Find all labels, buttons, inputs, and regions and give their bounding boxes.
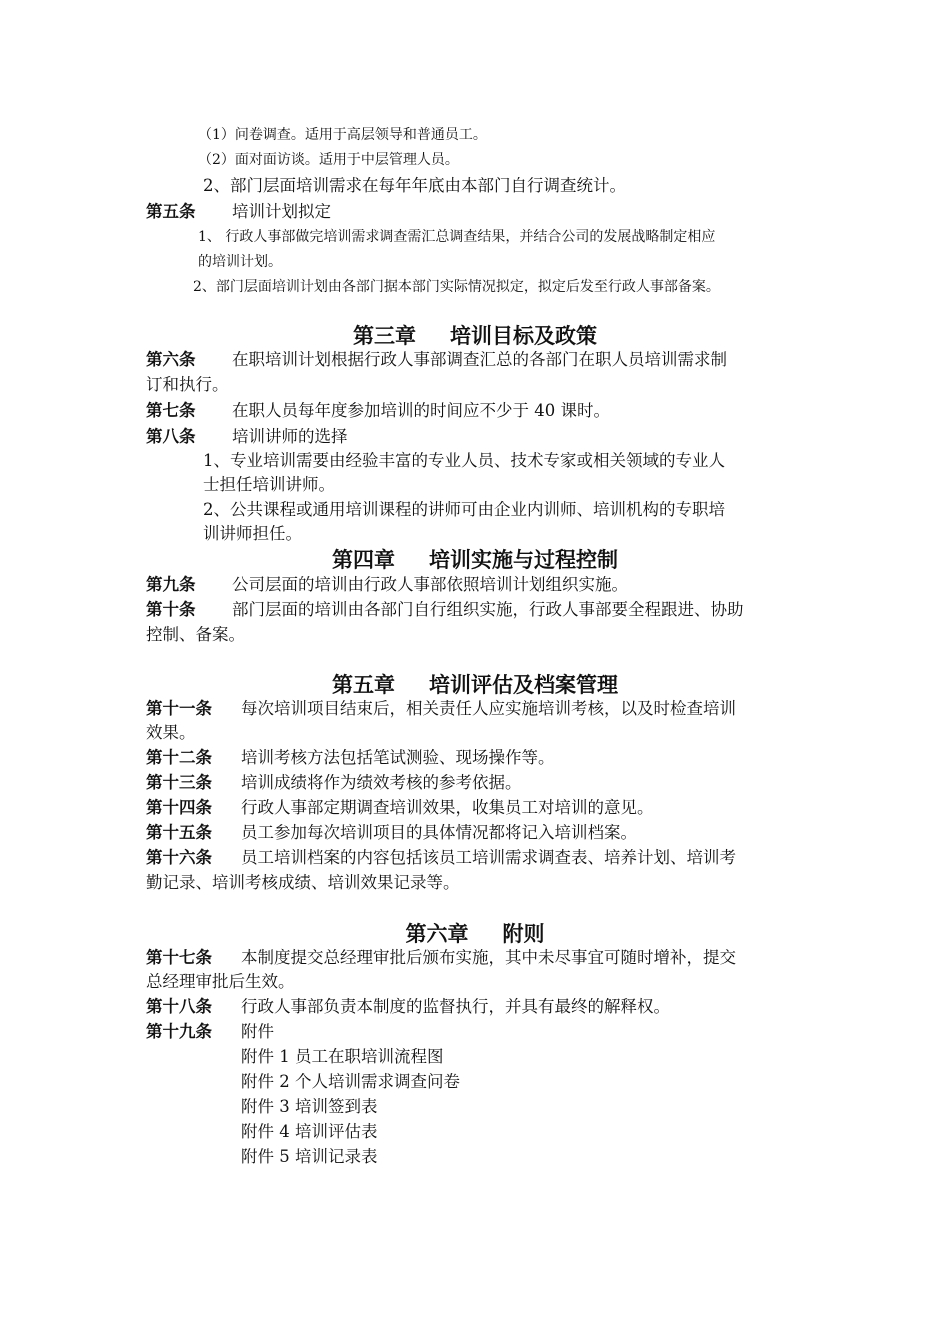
- survey-method-1: （1）问卷调查。适用于高层领导和普通员工。: [198, 127, 487, 143]
- article-15-label: 第十五条: [146, 823, 212, 842]
- attachment-item: 附件 4 培训评估表: [241, 1122, 378, 1141]
- article-6-line-2: 订和执行。: [146, 375, 229, 394]
- article-10-line-2: 控制、备案。: [146, 625, 245, 644]
- article-8-item-1b: 士担任培训讲师。: [203, 475, 335, 494]
- article-6-line-1: 在职培训计划根据行政人事部调查汇总的各部门在职人员培训需求制: [232, 350, 727, 369]
- article-13-label: 第十三条: [146, 773, 212, 792]
- article-11-label: 第十一条: [146, 699, 212, 718]
- article-5-text: 培训计划拟定: [232, 202, 331, 221]
- article-14-label: 第十四条: [146, 798, 212, 817]
- article-8-text: 培训讲师的选择: [232, 427, 348, 446]
- article-8-item-2a: 2、公共课程或通用培训课程的讲师可由企业内训师、培训机构的专职培: [203, 500, 725, 519]
- article-11-line-1: 每次培训项目结束后，相关责任人应实施培训考核，以及时检查培训: [241, 699, 736, 718]
- article-5-item-1a: 1、 行政人事部做完培训需求调查需汇总调查结果，并结合公司的发展战略制定相应: [198, 229, 716, 245]
- article-9-text: 公司层面的培训由行政人事部依照培训计划组织实施。: [232, 575, 628, 594]
- article-12-label: 第十二条: [146, 748, 212, 767]
- dept-survey-text: 2、部门层面培训需求在每年年底由本部门自行调查统计。: [203, 176, 626, 195]
- chapter-5-heading: [0, 672, 950, 697]
- article-18-label: 第十八条: [146, 997, 212, 1016]
- article-16-line-2: 勤记录、培训考核成绩、培训效果记录等。: [146, 873, 460, 892]
- article-16-label: 第十六条: [146, 848, 212, 867]
- attachment-item: 附件 2 个人培训需求调查问卷: [241, 1072, 460, 1091]
- chapter-6-heading: [0, 921, 950, 946]
- survey-method-2: （2）面对面访谈。适用于中层管理人员。: [198, 152, 459, 168]
- article-7-label: 第七条: [146, 401, 196, 420]
- article-17-line-2: 总经理审批后生效。: [146, 972, 295, 991]
- article-5-label: 第五条: [146, 202, 196, 221]
- chapter-3-title: 培训目标及政策: [450, 323, 597, 348]
- article-9-label: 第九条: [146, 575, 196, 594]
- chapter-5-number: 第五章: [332, 672, 395, 697]
- article-5-item-1b: 的培训计划。: [198, 254, 282, 270]
- chapter-5-title: 培训评估及档案管理: [429, 672, 618, 697]
- chapter-4-title: 培训实施与过程控制: [429, 547, 618, 572]
- article-16-line-1: 员工培训档案的内容包括该员工培训需求调查表、培养计划、培训考: [241, 848, 736, 867]
- article-5-item-2: 2、部门层面培训计划由各部门据本部门实际情况拟定，拟定后发至行政人事部备案。: [193, 279, 720, 295]
- article-8-item-2b: 训讲师担任。: [203, 524, 302, 543]
- article-14-text: 行政人事部定期调查培训效果，收集员工对培训的意见。: [241, 798, 654, 817]
- article-8-label: 第八条: [146, 427, 196, 446]
- article-11-line-2: 效果。: [146, 723, 196, 742]
- chapter-6-number: 第六章: [405, 921, 469, 946]
- chapter-4-heading: [0, 547, 950, 572]
- attachment-item: 附件 5 培训记录表: [241, 1147, 378, 1166]
- chapter-3-heading: [0, 323, 950, 348]
- chapter-4-number: 第四章: [332, 547, 395, 572]
- article-17-label: 第十七条: [146, 948, 212, 967]
- article-17-line-1: 本制度提交总经理审批后颁布实施，其中未尽事宜可随时增补，提交: [241, 948, 736, 967]
- article-10-line-1: 部门层面的培训由各部门自行组织实施，行政人事部要全程跟进、协助: [232, 600, 744, 619]
- article-8-item-1a: 1、专业培训需要由经验丰富的专业人员、技术专家或相关领域的专业人: [203, 451, 725, 470]
- article-7-text: 在职人员每年度参加培训的时间应不少于 40 课时。: [232, 401, 610, 420]
- chapter-3-number: 第三章: [353, 323, 416, 348]
- article-18-text: 行政人事部负责本制度的监督执行，并具有最终的解释权。: [241, 997, 670, 1016]
- attachment-item: 附件 1 员工在职培训流程图: [241, 1047, 444, 1066]
- article-15-text: 员工参加每次培训项目的具体情况都将记入培训档案。: [241, 823, 637, 842]
- article-19-label: 第十九条: [146, 1022, 212, 1041]
- article-12-text: 培训考核方法包括笔试测验、现场操作等。: [241, 748, 555, 767]
- chapter-6-title: 附则: [502, 921, 545, 946]
- attachment-item: 附件 3 培训签到表: [241, 1097, 378, 1116]
- article-10-label: 第十条: [146, 600, 196, 619]
- article-19-text: 附件: [241, 1022, 274, 1041]
- article-6-label: 第六条: [146, 350, 196, 369]
- article-13-text: 培训成绩将作为绩效考核的参考依据。: [241, 773, 522, 792]
